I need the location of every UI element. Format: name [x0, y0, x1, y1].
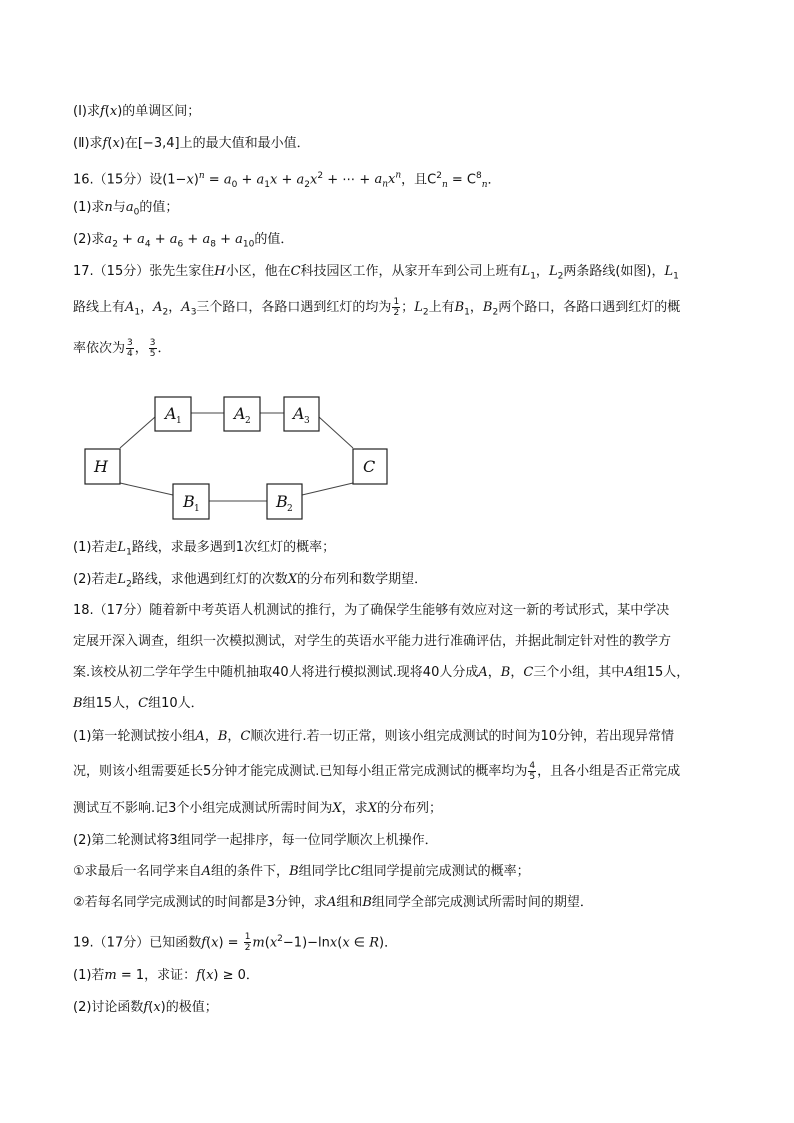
- label-a1-sub: 1: [176, 416, 182, 426]
- question-18-part-1-line-2: 况，则该小组需要延长5分钟才能完成测试.已知每小组正常完成测试的概率均为 $\frac{4}{5}$ ，且各小组是否正常完成: [73, 761, 681, 782]
- question-17-line-1: 17.（15分）张先生家住H小区，他在C科技园区工作，从家开车到公司上班有$L_1$，$L_2$两条路线(如图)，$L_1$: [73, 264, 679, 282]
- question-18-part-2-b: ②若每名同学完成测试的时间都是3分钟，求A组和B组同学全部完成测试所需时间的期望．: [73, 895, 593, 910]
- label-b2-sub: 2: [287, 504, 293, 514]
- label-a3-sub: 3: [304, 416, 310, 426]
- question-19-part-2: (2)讨论函数f(x)的极值；: [73, 1000, 218, 1015]
- question-16-part-1: (1)求n与$a_0$的值；: [73, 200, 179, 218]
- question-18-part-1-line-1: (1)第一轮测试按小组A，B，C顺次进行.若一切正常，则该小组完成测试的时间为10分钟，若出现异常情: [73, 729, 675, 744]
- question-17-part-1: (1)若走$L_1$路线，求最多遇到1次红灯的概率；: [73, 540, 336, 558]
- label-b2: B: [276, 492, 288, 511]
- label-b1-sub: 1: [194, 504, 200, 514]
- label-a2-sub: 2: [245, 416, 251, 426]
- question-18-line-4: B组15人，C组10人．: [73, 696, 204, 711]
- question-18-line-3: 案.该校从初二学年学生中随机抽取40人将进行模拟测试.现将40人分成A，B，C三个小组，其中A组15人，: [73, 665, 690, 680]
- part-i: (Ⅰ)求f(x)的单调区间；: [73, 104, 201, 119]
- question-18-part-1-line-3: 测试互不影响.记3个小组完成测试所需时间为X，求X的分布列；: [73, 801, 442, 816]
- question-18-line-2: 定展开深入调查，组织一次模拟测试，对学生的英语水平能力进行准确评估，并据此制定针对性的教学方: [73, 634, 672, 649]
- question-17-part-2: (2)若走$L_2$路线，求他遇到红灯的次数X的分布列和数学期望．: [73, 572, 428, 590]
- question-18-part-2: (2)第二轮测试将3组同学一起排序，每一位同学顺次上机操作．: [73, 833, 438, 848]
- route-diagram: [80, 395, 400, 527]
- label-a2: A: [234, 404, 246, 423]
- label-b1: B: [183, 492, 195, 511]
- question-18-part-2-a: ①求最后一名同学来自A组的条件下，B组同学比C组同学提前完成测试的概率；: [73, 864, 530, 879]
- label-a3: A: [293, 404, 305, 423]
- question-19-part-1: (1)若m = 1，求证：f(x) ≥ 0．: [73, 968, 259, 983]
- question-16-part-2: (2)求$a_2 + a_4 + a_6 + a_8 + a_{10}$的值．: [73, 232, 294, 250]
- label-c: C: [363, 457, 376, 476]
- label-h: H: [94, 457, 108, 476]
- question-17-line-2: 路线上有$A_1$，$A_2$，$A_3$三个路口，各路口遇到红灯的均为 $\frac{1}{2}$ ；$L_2$上有$B_1$，$B_2$两个路口，各路口遇到红灯的概: [73, 297, 681, 318]
- question-18-line-1: 18.（17分）随着新中考英语人机测试的推行，为了确保学生能够有效应对这一新的考试形式，某中学决: [73, 603, 670, 618]
- question-17-line-3: 率依次为 $\frac{3}{4}$ ， $\frac{3}{5}$ ．: [73, 338, 171, 359]
- question-16: 16.（15分）设$(1-x)^n = a_0 + a_1x + a_2x^2$ + ⋯ + $a_nx^n$，且$C^2_n = C^8_n$．: [73, 171, 501, 190]
- label-a1: A: [165, 404, 177, 423]
- question-19: 19.（17分）已知函数f(x) = $\frac{1}{2}$ $m(x^2-1)-\ln x(x$ ∈ R)．: [73, 932, 398, 954]
- part-ii: (Ⅱ)求f(x)在[−3,4]上的最大值和最小值．: [73, 136, 310, 151]
